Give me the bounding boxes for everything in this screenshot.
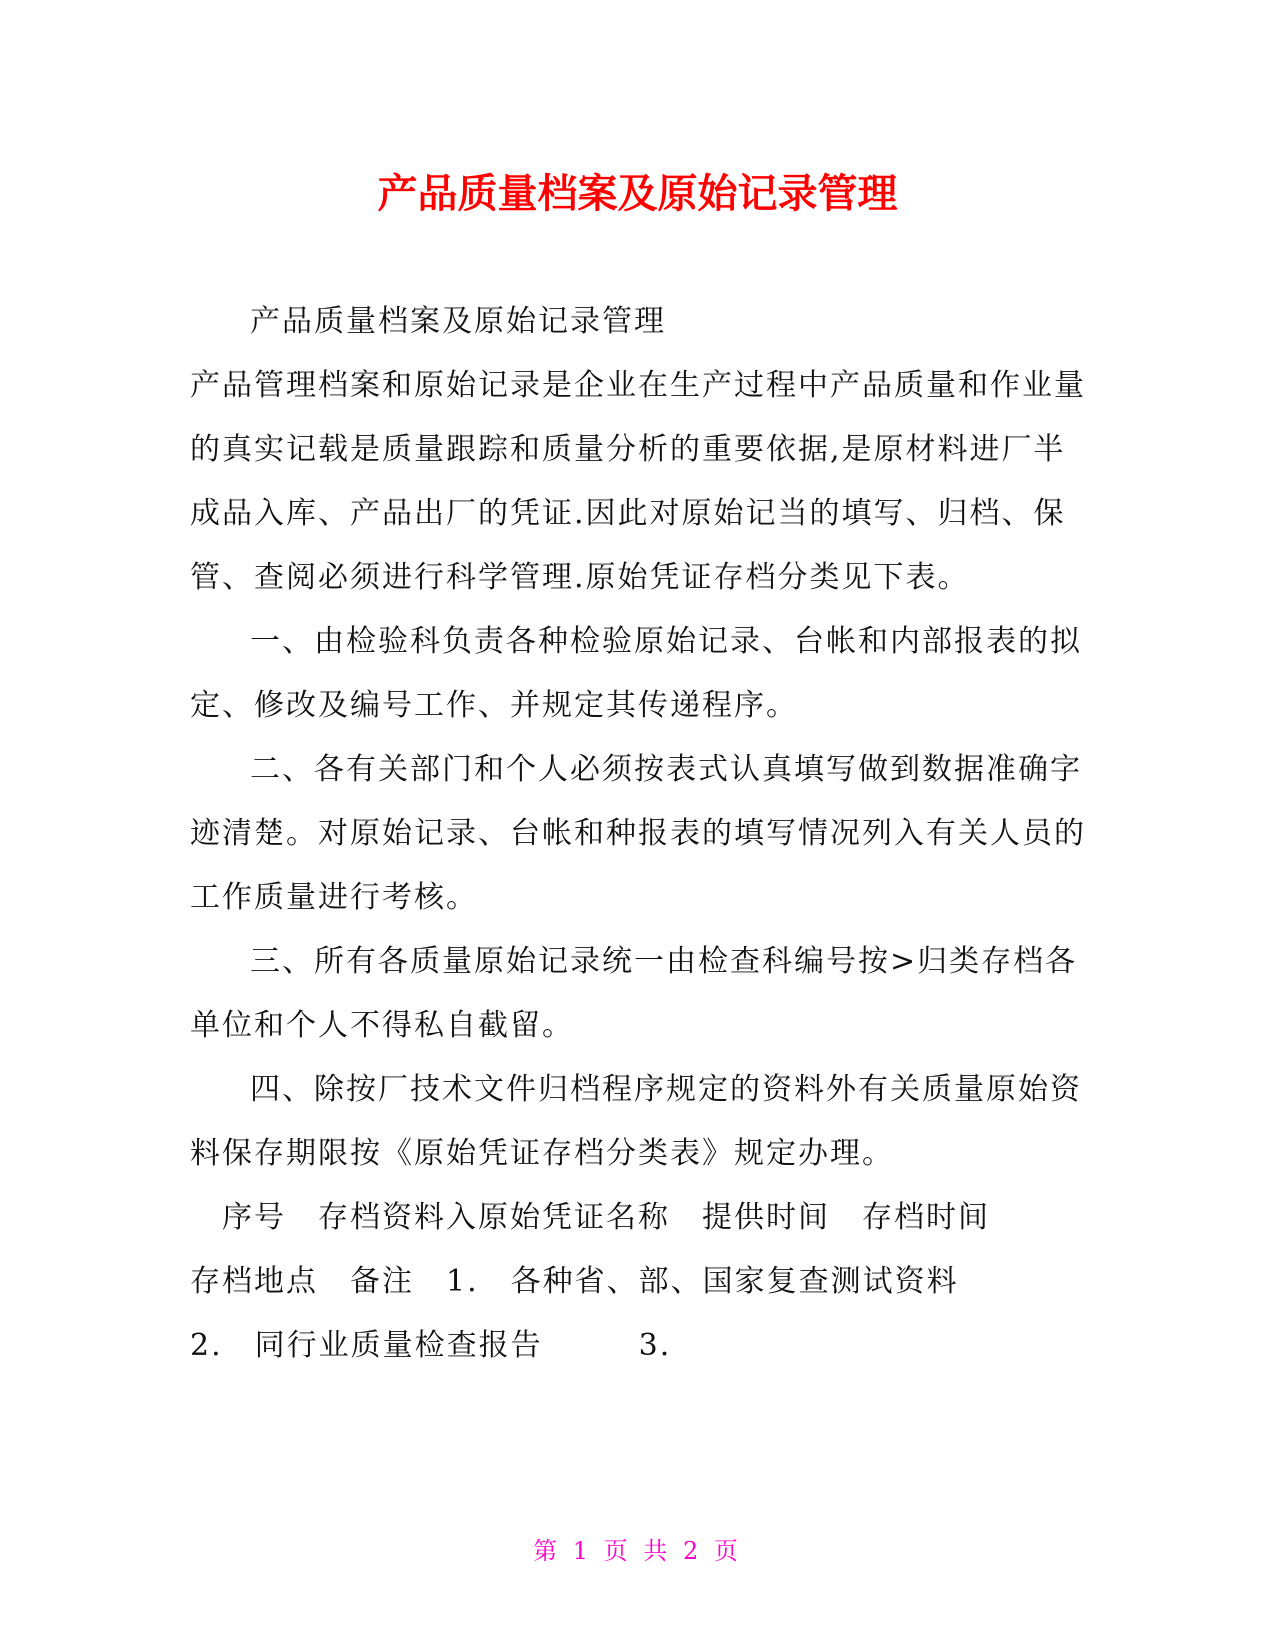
table-line: 存档地点 备注 1. 各种省、部、国家复查测试资料 xyxy=(190,1264,959,1299)
rule-paragraph-1: 一、由检验科负责各种检验原始记录、台帐和内部报表的拟定、修改及编号工作、并规定其传递程序。 xyxy=(190,624,1082,723)
rule-paragraph-2: 二、各有关部门和个人必须按表式认真填写做到数据准确字迹清楚。对原始记录、台帐和种报表的填写情况列入有关人员的工作质量进行考核。 xyxy=(190,752,1086,915)
page-number: 第 1 页 共 2 页 xyxy=(533,1537,742,1565)
rule-paragraph-4: 四、除按厂技术文件归档程序规定的资料外有关质量原始资料保存期限按《原始凭证存档分类表》规定办理。 xyxy=(190,1072,1082,1171)
section-heading: 产品质量档案及原始记录管理 xyxy=(250,304,666,339)
page-footer xyxy=(0,1536,1275,1566)
document-body xyxy=(190,290,1090,1378)
intro-paragraph: 产品管理档案和原始记录是企业在生产过程中产品质量和作业量的真实记载是质量跟踪和质量分析的重要依据,是原材料进厂半成品入库、产品出厂的凭证.因此对原始记当的填写、归档、保管、查阅必须进行科学管理.原始凭证存档分类见下表。 xyxy=(190,368,1086,595)
table-line: 2. 同行业质量检查报告 3. xyxy=(190,1328,672,1363)
rule-paragraph-3: 三、所有各质量原始记录统一由检查科编号按>归类存档各单位和个人不得私自截留。 xyxy=(190,944,1078,1043)
table-header-line: 序号 存档资料入原始凭证名称 提供时间 存档时间 xyxy=(190,1200,990,1235)
document-title: 产品质量档案及原始记录管理 xyxy=(377,171,898,217)
